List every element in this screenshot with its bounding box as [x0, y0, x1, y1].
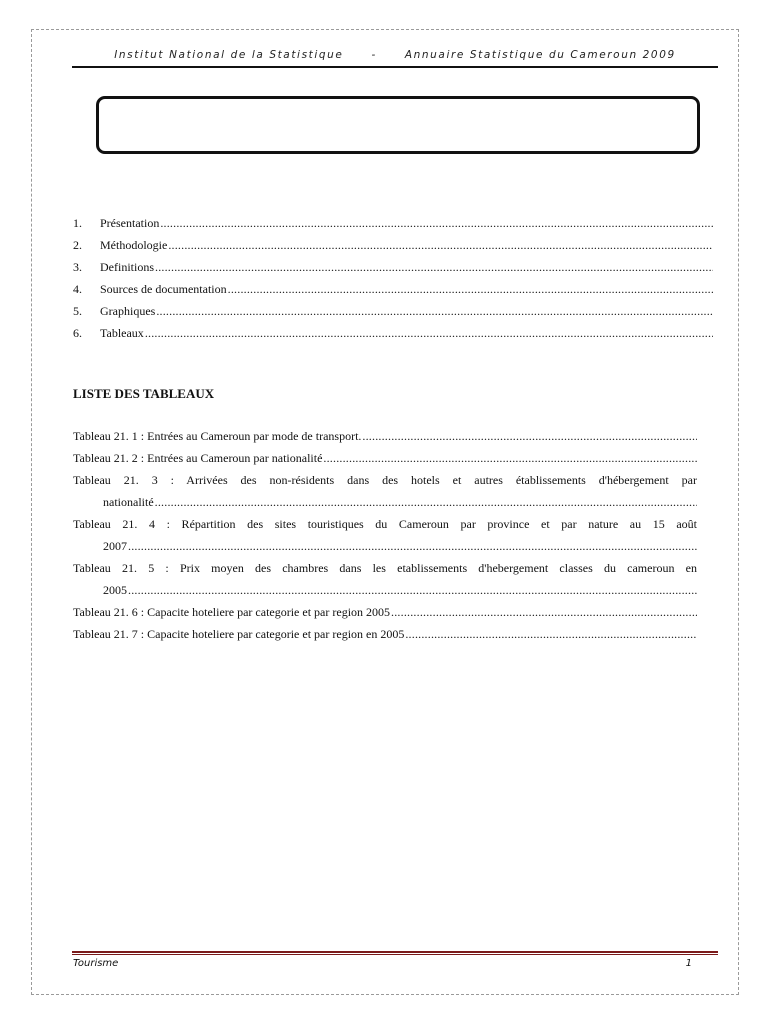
toc-number: 1.	[73, 216, 82, 230]
toc-item[interactable]	[73, 282, 713, 304]
table-entry[interactable]	[73, 623, 697, 645]
header-institution: Institut National de la Statistique	[114, 49, 344, 61]
header-rule	[72, 66, 718, 68]
dot-leader	[155, 260, 713, 275]
toc-number: 3.	[73, 260, 82, 274]
toc-label: Definitions	[100, 260, 154, 274]
toc-item[interactable]	[73, 238, 713, 260]
toc-label: Présentation	[100, 216, 160, 230]
toc-number: 2.	[73, 238, 82, 252]
table-of-contents	[73, 216, 713, 348]
dot-leader	[391, 601, 697, 623]
dot-leader	[405, 623, 697, 645]
table-entry[interactable]	[73, 557, 697, 601]
toc-item[interactable]	[73, 326, 713, 348]
chapter-title-box	[96, 96, 700, 154]
table-entry-continuation: 2005	[103, 583, 127, 597]
header-separator: -	[371, 49, 377, 61]
footer-section-name: Tourisme	[73, 958, 119, 969]
dot-leader	[160, 216, 713, 231]
dot-leader	[155, 491, 697, 513]
table-entry[interactable]	[73, 601, 697, 623]
dot-leader	[128, 535, 697, 557]
table-entry-continuation: nationalité	[103, 495, 154, 509]
toc-item[interactable]	[73, 260, 713, 282]
table-entry-continuation: 2007	[103, 539, 127, 553]
table-entry[interactable]	[73, 447, 697, 469]
dot-leader	[156, 304, 713, 319]
dot-leader	[128, 579, 697, 601]
dot-leader	[168, 238, 713, 253]
toc-item[interactable]	[73, 216, 713, 238]
table-entry-label: Tableau 21. 7 : Capacite hoteliere par categorie et par region en 2005	[73, 627, 405, 641]
list-of-tables	[73, 425, 697, 645]
table-entry[interactable]	[73, 469, 697, 513]
table-entry[interactable]	[73, 425, 697, 447]
toc-label: Méthodologie	[100, 238, 168, 252]
table-entry[interactable]	[73, 513, 697, 557]
table-entry-label: Tableau 21. 3 : Arrivées des non-résidents dans des hotels et autres établissements d'hébergement par	[73, 473, 697, 487]
running-header	[72, 49, 718, 61]
toc-label: Sources de documentation	[100, 282, 227, 296]
dot-leader	[323, 447, 697, 469]
header-publication: Annuaire Statistique du Cameroun 2009	[404, 49, 676, 61]
list-of-tables-heading: LISTE DES TABLEAUX	[73, 386, 215, 401]
table-entry-label: Tableau 21. 4 : Répartition des sites touristiques du Cameroun par province et par nature au 15 août	[73, 517, 697, 531]
toc-number: 4.	[73, 282, 82, 296]
page-number: 1	[685, 958, 692, 969]
dot-leader	[228, 282, 713, 297]
table-entry-label: Tableau 21. 2 : Entrées au Cameroun par nationalité	[73, 451, 323, 465]
toc-label: Tableaux	[100, 326, 144, 340]
table-entry-label: Tableau 21. 1 : Entrées au Cameroun par mode de transport.	[73, 429, 362, 443]
toc-number: 6.	[73, 326, 82, 340]
table-entry-label: Tableau 21. 6 : Capacite hoteliere par categorie et par region 2005	[73, 605, 391, 619]
toc-number: 5.	[73, 304, 82, 318]
table-entry-label: Tableau 21. 5 : Prix moyen des chambres dans les etablissements d'hebergement classes du cameroun en	[73, 561, 697, 575]
toc-item[interactable]	[73, 304, 713, 326]
dot-leader	[145, 326, 713, 341]
toc-label: Graphiques	[100, 304, 156, 318]
dot-leader	[362, 425, 697, 447]
footer-rule	[72, 951, 718, 955]
